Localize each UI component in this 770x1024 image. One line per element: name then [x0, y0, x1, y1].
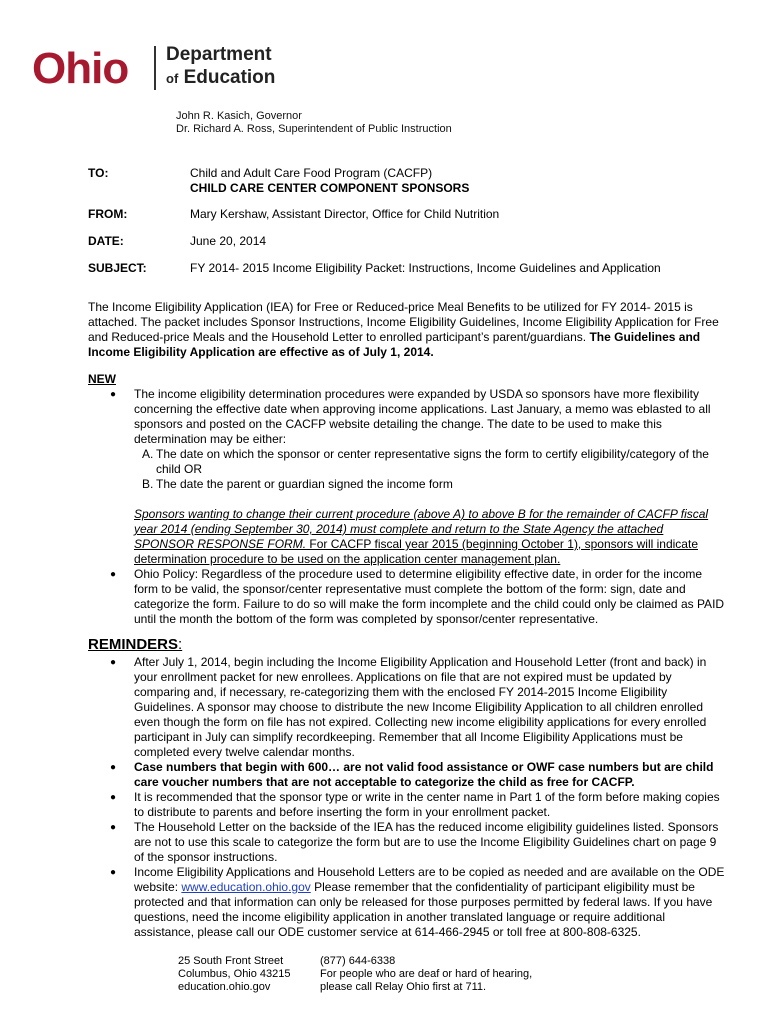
ohio-department-of-education-logo — [32, 40, 292, 98]
date-label: DATE: — [88, 234, 124, 248]
from-value: Mary Kershaw, Assistant Director, Office for Child Nutrition — [190, 207, 500, 221]
reminder-4-text: The Household Letter on the backside of the IEA has the reduced income eligibility guidelines listed. Sponsors are not to use this scale to categorize the form but are to use the Income Eligibility Guidelines chart on page 9 of the sponsor instructions. — [134, 820, 719, 864]
list-item — [108, 865, 726, 940]
logo-of: of — [166, 71, 179, 86]
to-value — [190, 166, 750, 196]
option-a-label: A. — [142, 447, 154, 461]
to-line-1: Child and Adult Care Food Program (CACFP) — [190, 166, 433, 180]
new-bullet-2-text: Ohio Policy: Regardless of the procedure used to determine eligibility effective date, in order for the income form to be valid, the sponsor/center representative must complete the bottom of the form: sign, date and categorize the form. Failure to do so will make the form incomplete and the child could only be claimed as PAID until the month the bottom of the form was completed by sponsor/center representative. — [134, 567, 725, 626]
reminders-heading-text: REMINDERS — [88, 636, 179, 653]
logo-education: Education — [183, 67, 276, 88]
list-item — [108, 820, 726, 865]
reminder-3-text: It is recommended that the sponsor type or write in the center name in Part 1 of the form before making copies to distribute to parents and before inserting the form in your enrollment packet. — [134, 790, 720, 819]
intro-text: The Income Eligibility Application (IEA) for Free or Reduced-price Meal Benefits to be utilized for FY 2014- 2015 is attached. The packet includes Sponsor Instructions, Income Eligibility Guidelines, Income Eligibility Application for Free and Reduced-price Meals and the Household Letter to enrolled participant’s parent/guardians. — [88, 300, 719, 344]
reminder-5-text-a: Income Eligibility Applications and Household Letters are to be copied as needed and are available on the ODE website: — [134, 865, 725, 894]
logo-of-education — [166, 67, 275, 90]
subject-label: SUBJECT: — [88, 261, 147, 275]
to-line-2: CHILD CARE CENTER COMPONENT SPONSORS — [190, 181, 470, 195]
footer-city: Columbus, Ohio 43215 — [178, 968, 291, 980]
new-bullet-list — [108, 387, 726, 627]
note-italic: Sponsors wanting to change their current procedure (above A) to above B for the remainder of CACFP fiscal year 2014 (ending September 30, 2014) must complete and return to the State Agency the attached SPONSOR RESPONSE FORM. — [134, 507, 709, 551]
from-label: FROM: — [88, 207, 128, 221]
reminders-bullet-list — [108, 655, 726, 940]
subject-value: FY 2014- 2015 Income Eligibility Packet: Instructions, Income Guidelines and Application — [190, 261, 661, 275]
reminders-colon: : — [178, 636, 183, 653]
footer-contact — [320, 955, 532, 994]
list-item — [108, 760, 726, 790]
list-item — [108, 567, 726, 627]
footer-tty-2: please call Relay Ohio first at 711. — [320, 981, 487, 993]
ode-website-link[interactable]: www.education.ohio.gov — [181, 880, 311, 894]
list-item — [108, 790, 726, 820]
bullet-icon: ● — [110, 569, 117, 580]
footer-website: education.ohio.gov — [178, 981, 271, 993]
bullet-icon: ● — [110, 762, 117, 773]
to-label: TO: — [88, 166, 109, 180]
option-b-text: The date the parent or guardian signed the income form — [156, 477, 453, 491]
reminder-2-text: Case numbers that begin with 600… are not valid food assistance or OWF case numbers but are child care voucher numbers that are not acceptable to categorize the child as free for CACFP. — [134, 760, 714, 789]
bullet-icon: ● — [110, 822, 117, 833]
footer-street: 25 South Front Street — [178, 955, 284, 967]
new-bullet-1-text: The income eligibility determination procedures were expanded by USDA so sponsors have more flexibility concerning the effective date when approving income applications. Last January, a memo was eblasted to all sponsors and posted on the CACFP website detailing the change. The date to be used to make this determination may be either: — [134, 387, 711, 446]
logo-divider — [154, 46, 156, 90]
option-b-label: B. — [142, 477, 154, 491]
bullet-icon: ● — [110, 867, 117, 878]
logo-department: Department — [166, 44, 272, 65]
logo-ohio-wordmark: Ohio — [32, 44, 129, 93]
option-a — [134, 447, 726, 477]
list-item — [108, 655, 726, 760]
option-b — [134, 477, 726, 492]
date-value: June 20, 2014 — [190, 234, 267, 248]
footer-phone: (877) 644-6338 — [320, 955, 396, 967]
officials-block — [176, 110, 452, 136]
bullet-icon: ● — [110, 657, 117, 668]
bullet-icon: ● — [110, 792, 117, 803]
reminder-5-text — [134, 865, 726, 940]
governor-line: John R. Kasich, Governor — [176, 110, 302, 122]
footer-address — [178, 955, 291, 994]
bullet-icon: ● — [110, 389, 117, 400]
superintendent-line: Dr. Richard A. Ross, Superintendent of Public Instruction — [176, 123, 452, 135]
new-heading: NEW — [88, 372, 116, 386]
footer-tty-1: For people who are deaf or hard of hearing, — [320, 968, 533, 980]
sponsor-response-note — [134, 507, 726, 567]
reminders-heading — [88, 636, 182, 654]
reminder-1-text: After July 1, 2014, begin including the Income Eligibility Application and Household Letter (front and back) in your enrollment packet for new enrollees. Applications on file that are not expired must be updated by comparing and, if necessary, re-categorizing them with the enclosed FY 2014-2015 Income Eligibility Guidelines. A sponsor may choose to distribute the new Income Eligibility Application to all children enrolled even though the form on file has not expired. Collecting new income eligibility applications for every enrolled participant in July can simplify recordkeeping. Remember that all Income Eligibility Applications must be completed every twelve calendar months. — [134, 655, 707, 759]
intro-paragraph — [88, 300, 728, 360]
spacer — [134, 492, 726, 507]
option-a-text: The date on which the sponsor or center representative signs the form to certify eligibility/category of the child OR — [156, 447, 709, 476]
list-item — [108, 387, 726, 567]
reminder-5-text-b: Please remember that the confidentiality of participant eligibility must be protected and that information can only be released for those purposes permitted by federal laws. If you have questions, need the income eligibility application in another translated language or require additional assistance, please call our ODE customer service at 614-466-2945 or toll free at 800-808-6325. — [134, 880, 713, 939]
intro-bold-text: The Guidelines and Income Eligibility Application are effective as of July 1, 2014. — [88, 330, 701, 359]
note-rest: For CACFP fiscal year 2015 (beginning October 1), sponsors will indicate determination procedure to be used on the application center management plan. — [134, 537, 698, 566]
